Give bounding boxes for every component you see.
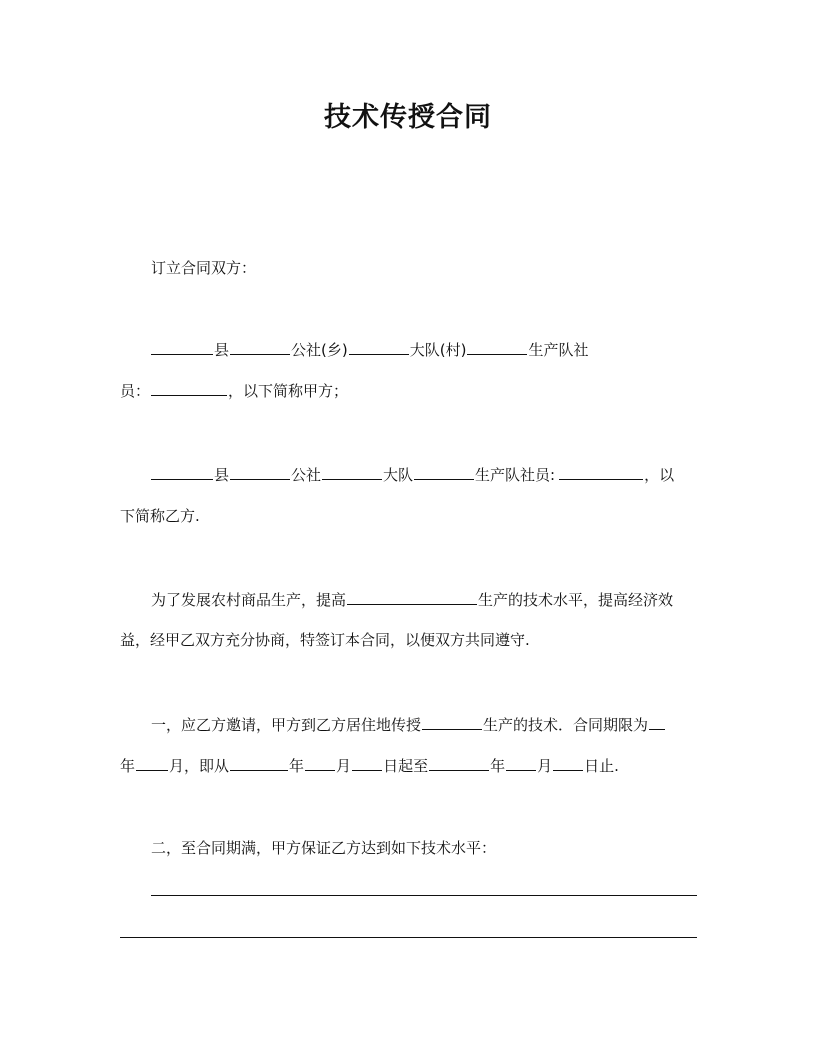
purpose-prefix: 为了发展农村商品生产，提高 — [151, 591, 347, 609]
blank-field[interactable] — [422, 712, 482, 730]
blank-field[interactable] — [136, 753, 168, 771]
party-a-designation: ，以下简称甲方； — [228, 382, 349, 400]
blank-field[interactable] — [649, 712, 665, 730]
party-a-brigade-label: 大队(村) — [409, 341, 467, 359]
blank-field[interactable] — [559, 462, 643, 480]
party-a-member-label: 员： — [120, 382, 151, 400]
purpose-line-2-text: 益，经甲乙双方充分协商，特签订本合同，以便双方共同遵守. — [120, 631, 530, 649]
parties-intro-text: 订立合同双方： — [151, 259, 257, 277]
party-a-county-label: 县 — [214, 341, 230, 359]
clause-1-month3-label: 月 — [537, 757, 553, 775]
blank-field[interactable] — [230, 462, 290, 480]
clause-1-month2-label: 月 — [336, 757, 352, 775]
party-a-line-2 — [120, 378, 700, 402]
clause-1-year2-label: 年 — [289, 757, 305, 775]
party-a-commune-label: 公社(乡) — [291, 341, 348, 359]
blank-field[interactable] — [230, 753, 288, 771]
party-b-line-2 — [120, 504, 700, 528]
party-b-designation-tail: ，以 — [644, 466, 675, 484]
blank-field[interactable] — [467, 337, 527, 355]
blank-field[interactable] — [151, 378, 227, 396]
blank-field[interactable] — [347, 587, 477, 605]
blank-field[interactable] — [305, 753, 335, 771]
clause-1-middle: 生产的技术．合同期限为 — [483, 716, 649, 734]
party-a-team-label: 生产队社 — [528, 341, 589, 359]
clause-2-text: 二，至合同期满，甲方保证乙方达到如下技术水平： — [151, 839, 497, 857]
blank-field[interactable] — [230, 337, 290, 355]
party-b-team-member-label: 生产队社员: — [475, 466, 556, 484]
party-b-commune-label: 公社 — [291, 466, 322, 484]
document-title: 技术传授合同 — [324, 102, 492, 133]
blank-field[interactable] — [349, 337, 409, 355]
parties-intro — [151, 256, 701, 280]
clause-1-year-label: 年 — [120, 757, 136, 775]
blank-field[interactable] — [429, 753, 489, 771]
clause-1-prefix: 一，应乙方邀请，甲方到乙方居住地传授 — [151, 716, 422, 734]
blank-field[interactable] — [352, 753, 382, 771]
purpose-line-1 — [151, 587, 701, 611]
party-b-county-label: 县 — [214, 466, 230, 484]
blank-field[interactable] — [506, 753, 536, 771]
purpose-suffix: 生产的技术水平，提高经济效 — [478, 591, 674, 609]
purpose-line-2 — [120, 628, 700, 652]
blank-field[interactable] — [151, 462, 213, 480]
party-b-brigade-label: 大队 — [383, 466, 414, 484]
blank-field[interactable] — [151, 337, 213, 355]
party-b-designation: 下简称乙方. — [120, 507, 200, 525]
clause-1-day-to-label: 日止. — [584, 757, 619, 775]
blank-writing-line[interactable] — [120, 937, 697, 938]
blank-field[interactable] — [414, 462, 474, 480]
clause-1-line-2 — [120, 753, 700, 777]
party-b-line-1 — [151, 462, 701, 486]
party-a-line-1 — [151, 337, 701, 361]
clause-1-line-1 — [151, 712, 701, 736]
clause-1-day-from-label: 日起至 — [383, 757, 429, 775]
clause-1-year3-label: 年 — [490, 757, 506, 775]
clause-2-line — [151, 836, 701, 860]
blank-field[interactable] — [322, 462, 382, 480]
clause-1-month-label: 月，即从 — [169, 757, 230, 775]
blank-writing-line[interactable] — [151, 895, 697, 896]
blank-field[interactable] — [553, 753, 583, 771]
